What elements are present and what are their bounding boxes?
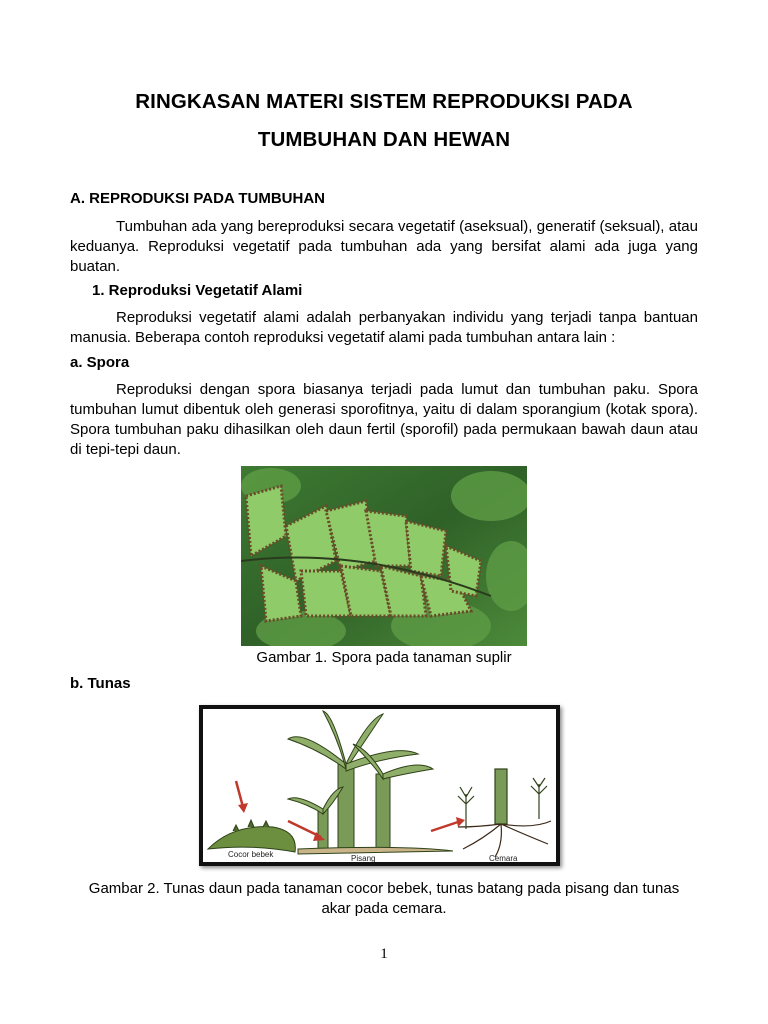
- tunas-drawing: [203, 709, 556, 862]
- subsection-1-text: Reproduksi vegetatif alami adalah perbanyakan individu yang terjadi tanpa bantuan manusia. Beberapa contoh reproduksi vegetatif alami pada tumbuhan antara lain :: [70, 309, 698, 346]
- subsection-1-paragraph: [70, 308, 698, 348]
- document-title-line-1: RINGKASAN MATERI SISTEM REPRODUKSI PADA: [135, 90, 633, 113]
- label-pisang: Pisang: [351, 854, 376, 862]
- label-cemara: Cemara: [489, 854, 518, 862]
- fern-illustration: [241, 466, 527, 646]
- label-cocor-bebek: Cocor bebek: [228, 850, 274, 859]
- spora-heading: a. Spora: [70, 354, 130, 371]
- document-title-line-2: TUMBUHAN DAN HEWAN: [257, 128, 511, 151]
- figure-1-caption: Gambar 1. Spora pada tanaman suplir: [256, 649, 512, 666]
- figure-2-tunas-illustration: [199, 705, 560, 866]
- section-a-intro: [70, 217, 698, 277]
- spora-paragraph: [70, 380, 698, 460]
- figure-2-caption-line-1: Gambar 2. Tunas daun pada tanaman cocor bebek, tunas batang pada pisang dan tunas: [88, 880, 680, 897]
- section-a-intro-text: Tumbuhan ada yang bereproduksi secara vegetatif (aseksual), generatif (seksual), atau keduanya. Reproduksi vegetatif pada tumbuhan ada yang bersifat alami ada juga yang buatan.: [70, 218, 698, 275]
- spora-text: Reproduksi dengan spora biasanya terjadi pada lumut dan tumbuhan paku. Spora tumbuhan lumut dibentuk oleh generasi sporofitnya, yaitu di dalam sporangium (kotak spora). Spora tumbuhan paku dihasilkan oleh daun fertil (sporofil) pada permukaan bawah daun atau di tepi-tepi daun.: [70, 381, 698, 458]
- section-a-heading: A. REPRODUKSI PADA TUMBUHAN: [70, 190, 325, 207]
- figure-1-fern-photo: [241, 466, 527, 646]
- page-number: 1: [380, 946, 388, 962]
- tunas-heading: b. Tunas: [70, 675, 131, 692]
- subsection-1-heading: 1. Reproduksi Vegetatif Alami: [92, 282, 303, 299]
- figure-2-caption-line-2: akar pada cemara.: [321, 900, 447, 917]
